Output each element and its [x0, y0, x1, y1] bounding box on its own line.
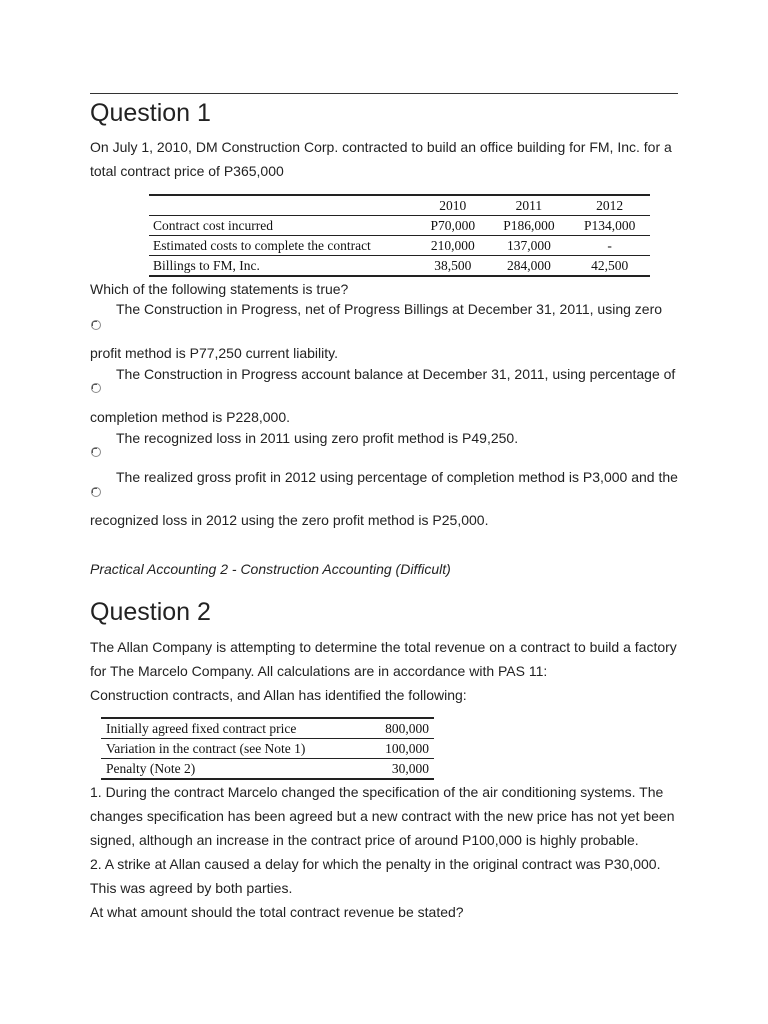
- question-1-intro: [90, 135, 680, 183]
- table-cell: 38,500: [417, 256, 489, 277]
- table-cell: 42,500: [569, 256, 650, 277]
- question-1-cost-table: [149, 194, 650, 277]
- table-cell: 284,000: [489, 256, 570, 277]
- table-row: [101, 739, 434, 759]
- question-2-intro-line: Construction contracts, and Allan has identified the following:: [90, 687, 467, 703]
- table-cell: -: [569, 236, 650, 256]
- table-cell: 800,000: [366, 718, 434, 739]
- option-1-radio[interactable]: [91, 320, 101, 330]
- question-2-title: Question 2: [90, 598, 211, 626]
- option-3-text-line1: The recognized loss in 2011 using zero profit method is P49,250.: [116, 430, 519, 446]
- table-row: [101, 759, 434, 780]
- table-cell: P70,000: [417, 216, 489, 236]
- table-row: [149, 216, 650, 236]
- note-1-line: 1. During the contract Marcelo changed the specification of the air conditioning systems. The: [90, 784, 664, 800]
- option-2-radio[interactable]: [91, 383, 101, 393]
- top-divider: [90, 93, 678, 94]
- table-cell: 100,000: [366, 739, 434, 759]
- table-cell: 30,000: [366, 759, 434, 780]
- note-1-line: changes specification has been agreed but a new contract with the new price has not yet been: [90, 808, 675, 824]
- note-2-line: 2. A strike at Allan caused a delay for which the penalty in the original contract was P30,000.: [90, 856, 661, 872]
- question-2-intro-line: for The Marcelo Company. All calculations are in accordance with PAS 11:: [90, 663, 548, 679]
- table-header-cell: [149, 195, 417, 216]
- table-cell: 137,000: [489, 236, 570, 256]
- option-1-text-line2: profit method is P77,250 current liability.: [90, 345, 338, 361]
- table-row-label: Estimated costs to complete the contract: [149, 236, 417, 256]
- option-4-radio[interactable]: [91, 487, 101, 497]
- question-1-intro-line: total contract price of P365,000: [90, 163, 284, 179]
- table-row: [101, 718, 434, 739]
- table-row-label: Billings to FM, Inc.: [149, 256, 417, 277]
- table-row-label: Initially agreed fixed contract price: [101, 718, 366, 739]
- question-1-title: Question 1: [90, 99, 211, 127]
- table-row-label: Penalty (Note 2): [101, 759, 366, 780]
- table-header-cell: 2012: [569, 195, 650, 216]
- table-row-label: Variation in the contract (see Note 1): [101, 739, 366, 759]
- table-header-cell: 2010: [417, 195, 489, 216]
- question-2-intro: [90, 635, 680, 707]
- table-header-row: [149, 195, 650, 216]
- option-2-text-line1: The Construction in Progress account balance at December 31, 2011, using percentage of: [116, 366, 676, 382]
- question-1-category: Practical Accounting 2 - Construction Accounting (Difficult): [90, 561, 451, 577]
- table-cell: 210,000: [417, 236, 489, 256]
- option-4-text-line2: recognized loss in 2012 using the zero profit method is P25,000.: [90, 512, 489, 528]
- question-1-intro-line: On July 1, 2010, DM Construction Corp. contracted to build an office building for FM, Inc. for a: [90, 139, 672, 155]
- option-1-text-line1: The Construction in Progress, net of Progress Billings at December 31, 2011, using zero: [116, 301, 663, 317]
- question-2-revenue-table: [101, 717, 434, 780]
- option-3-radio[interactable]: [91, 447, 101, 457]
- table-cell: P134,000: [569, 216, 650, 236]
- question-2-intro-line: The Allan Company is attempting to determine the total revenue on a contract to build a factory: [90, 639, 677, 655]
- table-cell: P186,000: [489, 216, 570, 236]
- option-2-text-line2: completion method is P228,000.: [90, 409, 291, 425]
- question-2-prompt: At what amount should the total contract revenue be stated?: [90, 904, 464, 920]
- table-row-label: Contract cost incurred: [149, 216, 417, 236]
- note-2-line: This was agreed by both parties.: [90, 880, 293, 896]
- table-header-cell: 2011: [489, 195, 570, 216]
- option-4-text-line1: The realized gross profit in 2012 using percentage of completion method is P3,000 and the: [116, 469, 678, 485]
- question-2-notes: [90, 780, 680, 924]
- question-1-prompt: Which of the following statements is true?: [90, 281, 349, 297]
- table-row: [149, 236, 650, 256]
- note-1-line: signed, although an increase in the contract price of around P100,000 is highly probable.: [90, 832, 639, 848]
- table-row: [149, 256, 650, 277]
